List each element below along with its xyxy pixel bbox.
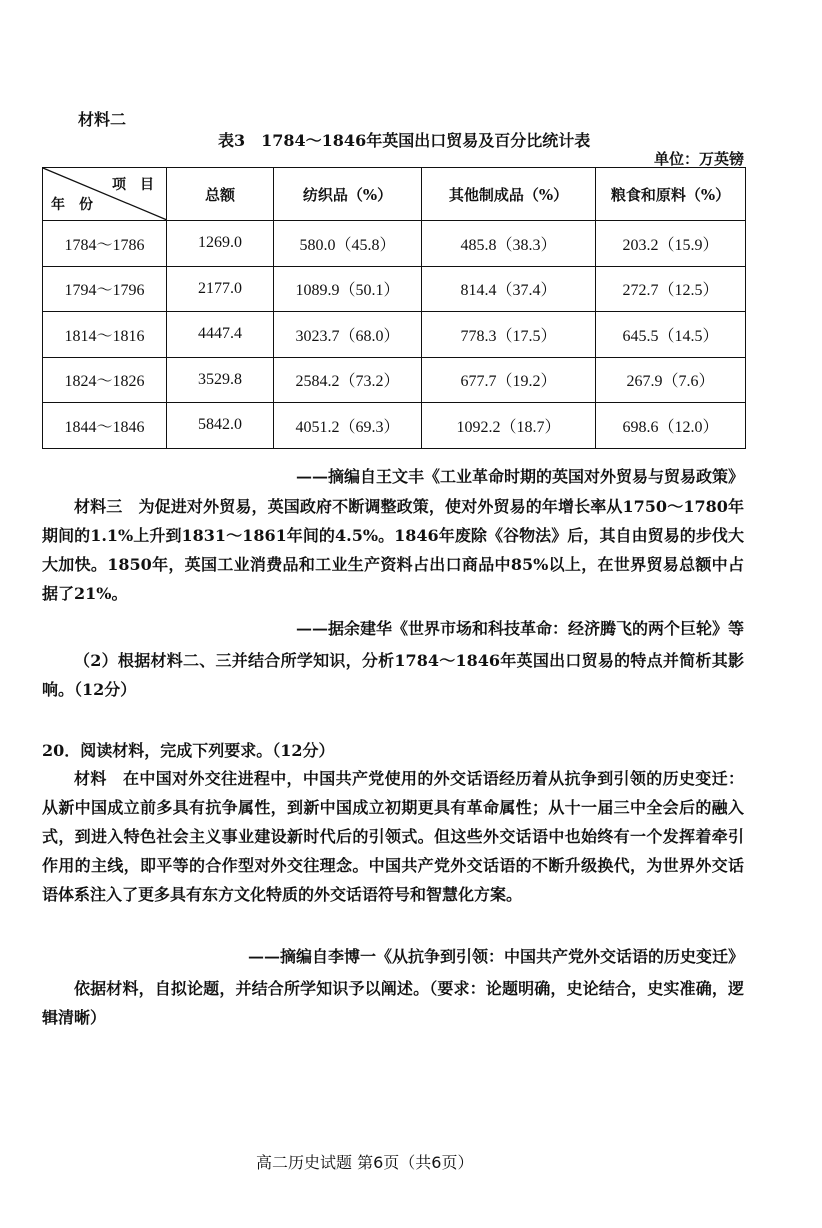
material3-paragraph: 材料三 为促进对外贸易，英国政府不断调整政策，使对外贸易的年增长率从1750～1780年期间的1.1%上升到1831～1861年间的4.5%。1846年废除《谷物法》后，其自由贸易的步伐大大加快。1850年，英国工业消费品和工业生产资料占出口商品中85%以上，在世界贸易总额中占据了21%。 bbox=[42, 497, 744, 603]
row-year: 1794～1796 bbox=[43, 266, 167, 312]
row-food: 203.2（15.9） bbox=[596, 221, 746, 267]
question-20-requirement: 依据材料，自拟论题，并结合所学知识予以阐述。（要求：论题明确，史论结合，史实准确，逻辑清晰） bbox=[42, 979, 744, 1027]
table-row bbox=[43, 266, 746, 312]
row-textiles: 4051.2（69.3） bbox=[274, 403, 422, 449]
row-other: 778.3（17.5） bbox=[422, 312, 596, 358]
row-food: 272.7（12.5） bbox=[596, 266, 746, 312]
table-row bbox=[43, 221, 746, 267]
material2-label: 材料二 bbox=[78, 110, 127, 129]
question-20-source: ——摘编自李博一《从抗争到引领：中国共产党外交话语的历史变迁》 bbox=[247, 947, 744, 966]
row-food: 267.9（7.6） bbox=[596, 357, 746, 403]
table-row bbox=[43, 357, 746, 403]
material3-source: ——据余建华《世界市场和科技革命：经济腾飞的两个巨轮》等 bbox=[295, 619, 744, 638]
row-total: 3529.8 bbox=[167, 357, 274, 403]
row-total: 5842.0 bbox=[167, 403, 274, 449]
row-year: 1814～1816 bbox=[43, 312, 167, 358]
table-title: 表3 1784～1846年英国出口贸易及百分比统计表 bbox=[218, 131, 591, 150]
page-footer: 高二历史试题 第6页（共6页） bbox=[256, 1153, 474, 1172]
row-other: 677.7（19.2） bbox=[422, 357, 596, 403]
table-row bbox=[43, 312, 746, 358]
question-20-material: 材料 在中国对外交往进程中，中国共产党使用的外交话语经历着从抗争到引领的历史变迁：从新中国成立前多具有抗争属性，到新中国成立初期更具有革命属性；从十一届三中全会后的融入式，到进入特色社会主义事业建设新时代后的引领式。但这些外交话语中也始终有一个发挥着牵引作用的主线，即平等的合作型对外交往理念。中国共产党外交话语的不断升级换代，为世界外交话语体系注入了更多具有东方文化特质的外交话语符号和智慧化方案。 bbox=[42, 769, 744, 904]
corner-header-cell bbox=[43, 168, 167, 221]
material2-source: ——摘编自王文丰《工业革命时期的英国对外贸易与贸易政策》 bbox=[295, 467, 744, 486]
row-textiles: 580.0（45.8） bbox=[274, 221, 422, 267]
export-trade-table bbox=[42, 167, 746, 449]
row-year: 1844～1846 bbox=[43, 403, 167, 449]
row-food: 698.6（12.0） bbox=[596, 403, 746, 449]
row-other: 485.8（38.3） bbox=[422, 221, 596, 267]
header-textiles: 纺织品（%） bbox=[274, 168, 422, 221]
row-total: 2177.0 bbox=[167, 266, 274, 312]
question-2: （2）根据材料二、三并结合所学知识，分析1784～1846年英国出口贸易的特点并简析其影响。（12分） bbox=[42, 651, 744, 699]
row-textiles: 1089.9（50.1） bbox=[274, 266, 422, 312]
table-unit: 单位：万英镑 bbox=[653, 150, 744, 168]
row-other: 814.4（37.4） bbox=[422, 266, 596, 312]
question-20-title: 20．阅读材料，完成下列要求。（12分） bbox=[42, 741, 335, 760]
corner-item-label: 项 目 bbox=[112, 177, 154, 193]
row-year: 1784～1786 bbox=[43, 221, 167, 267]
row-textiles: 3023.7（68.0） bbox=[274, 312, 422, 358]
corner-year-label: 年 份 bbox=[51, 197, 93, 213]
row-other: 1092.2（18.7） bbox=[422, 403, 596, 449]
table-header-row bbox=[43, 168, 746, 221]
row-year: 1824～1826 bbox=[43, 357, 167, 403]
header-food-raw-materials: 粮食和原料（%） bbox=[596, 168, 746, 221]
row-total: 1269.0 bbox=[167, 221, 274, 267]
row-food: 645.5（14.5） bbox=[596, 312, 746, 358]
row-total: 4447.4 bbox=[167, 312, 274, 358]
header-other-manufactures: 其他制成品（%） bbox=[422, 168, 596, 221]
table-row bbox=[43, 403, 746, 449]
row-textiles: 2584.2（73.2） bbox=[274, 357, 422, 403]
header-total: 总额 bbox=[167, 168, 274, 221]
